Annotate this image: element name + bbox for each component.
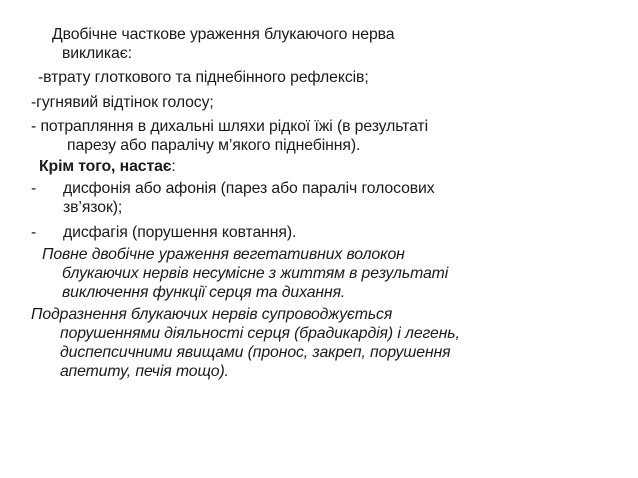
text-line: виключення функції серця та дихання.: [62, 284, 346, 301]
text-line: - потрапляння в дихальні шляхи рідкої їжі (в результаті: [31, 118, 428, 135]
paragraph-nasal-voice: [31, 93, 214, 112]
colon: :: [171, 158, 176, 175]
text-line: -втрату глоткового та піднебінного рефлексів;: [38, 69, 369, 86]
text-line: Подразнення блукаючих нервів супроводжується: [31, 306, 393, 323]
list-item-dysphonia: [31, 179, 435, 217]
text-line: [31, 179, 435, 198]
text-line: [31, 223, 296, 242]
paragraph-reflex-loss: [38, 68, 369, 87]
text-line: викликає:: [62, 45, 132, 62]
paragraph-bilateral-partial-lesion: [52, 25, 394, 63]
paragraph-aspiration: [31, 117, 428, 155]
text-line: дисфонія або афонія (парез або параліч голосових: [63, 180, 435, 197]
text-line: Повне двобічне ураження вегетативних волокон: [42, 246, 405, 263]
paragraph-complete-lesion: [42, 245, 448, 302]
text-line: зв’язок);: [63, 199, 123, 216]
text-line: дисфагія (порушення ковтання).: [63, 224, 297, 241]
paragraph-additionally: [39, 157, 176, 176]
list-dash: -: [31, 180, 37, 197]
text-line: блукаючих нервів несумісне з життям в результаті: [62, 265, 449, 282]
text-line: диспепсичними явищами (пронос, закреп, порушення: [60, 344, 451, 361]
paragraph-vagus-irritation: [31, 305, 460, 381]
list-item-dysphagia: [31, 223, 296, 242]
text-line: -гугнявий відтінок голосу;: [31, 94, 214, 111]
bold-phrase: Крім того, настає: [39, 158, 172, 175]
text-line: парезу або паралічу м’якого піднебіння).: [67, 137, 361, 154]
text-line: апетиту, печія тощо).: [60, 363, 229, 380]
text-line: Двобічне часткове ураження блукаючого нерва: [52, 26, 395, 43]
text-line: [39, 157, 176, 176]
text-line: порушеннями діяльності серця (брадикардія) і легень,: [60, 325, 460, 342]
list-dash: -: [31, 224, 37, 241]
